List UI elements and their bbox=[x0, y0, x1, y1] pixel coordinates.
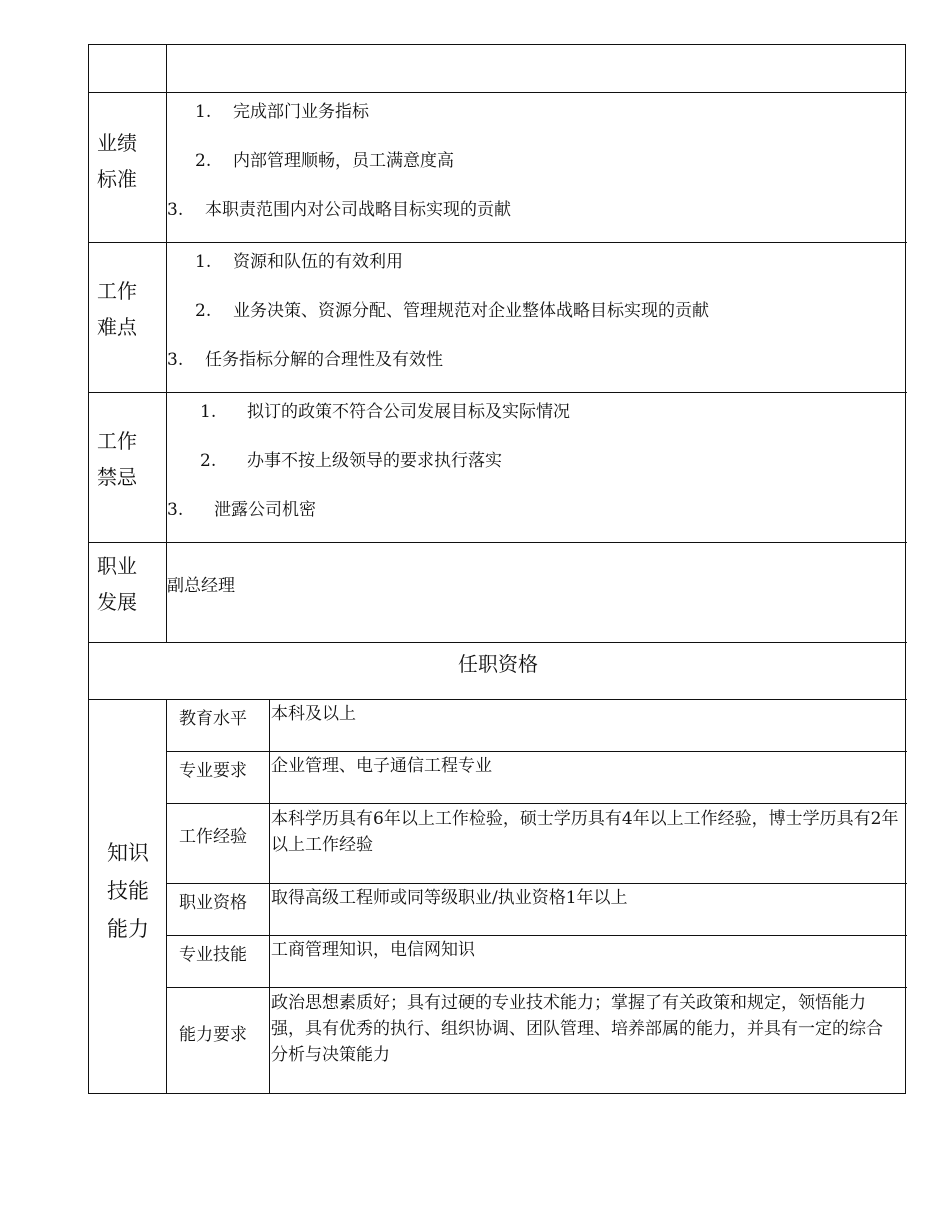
item-number: 3. bbox=[167, 350, 184, 370]
item-text: 任务指标分解的合理性及有效性 bbox=[205, 350, 443, 370]
item-text: 本职责范围内对公司战略目标实现的贡献 bbox=[205, 200, 511, 220]
career-value: 副总经理 bbox=[167, 576, 235, 596]
subrow-divider bbox=[166, 883, 907, 884]
item-number: 2. bbox=[195, 151, 212, 171]
skills-value: 工商管理知识，电信网知识 bbox=[271, 940, 475, 960]
item-text: 资源和队伍的有效利用 bbox=[233, 252, 403, 272]
ability-value: 政治思想素质好；具有过硬的专业技术能力；掌握了有关政策和规定，领悟能力强，具有优秀的执行、组织协调、团队管理、培养部属的能力，并具有一定的综合分析与决策能力 bbox=[271, 993, 883, 1065]
skills-label: 专业技能 bbox=[179, 945, 247, 965]
list-item bbox=[195, 97, 369, 122]
list-item bbox=[195, 296, 709, 321]
row-divider bbox=[89, 642, 907, 643]
taboo-label-line2: 禁忌 bbox=[97, 465, 137, 489]
performance-label-line1: 业绩 bbox=[97, 131, 137, 155]
item-text: 业务决策、资源分配、管理规范对企业整体战略目标实现的贡献 bbox=[233, 301, 709, 321]
list-item bbox=[200, 446, 502, 471]
subrow-divider bbox=[166, 803, 907, 804]
subrow-divider bbox=[166, 987, 907, 988]
certification-value: 取得高级工程师或同等级职业/执业资格1年以上 bbox=[271, 888, 628, 908]
performance-label-line2: 标准 bbox=[97, 167, 137, 191]
item-text: 办事不按上级领导的要求执行落实 bbox=[247, 451, 502, 471]
subrow-divider bbox=[166, 935, 907, 936]
list-item bbox=[195, 247, 403, 272]
list-item bbox=[167, 495, 316, 520]
item-text: 泄露公司机密 bbox=[214, 500, 316, 520]
item-text: 拟订的政策不符合公司发展目标及实际情况 bbox=[247, 402, 570, 422]
difficulty-label-line2: 难点 bbox=[97, 315, 137, 339]
row-divider bbox=[89, 699, 907, 700]
list-item bbox=[167, 345, 443, 370]
item-number: 3. bbox=[167, 200, 184, 220]
row-divider bbox=[89, 92, 907, 93]
education-label: 教育水平 bbox=[179, 709, 247, 729]
career-label bbox=[97, 548, 157, 620]
group-label-line2: 技能 bbox=[107, 879, 149, 903]
major-label: 专业要求 bbox=[179, 761, 247, 781]
qualification-title: 任职资格 bbox=[458, 652, 538, 676]
group-label-line3: 能力 bbox=[107, 917, 149, 941]
row-divider bbox=[89, 242, 907, 243]
item-text: 完成部门业务指标 bbox=[233, 102, 369, 122]
row-divider bbox=[89, 392, 907, 393]
major-value: 企业管理、电子通信工程专业 bbox=[271, 756, 492, 776]
item-number: 1. bbox=[195, 252, 212, 272]
item-number: 3. bbox=[167, 500, 184, 520]
list-item bbox=[195, 146, 454, 171]
taboo-label-line1: 工作 bbox=[97, 429, 137, 453]
item-number: 2. bbox=[200, 451, 217, 471]
column-divider bbox=[166, 45, 167, 642]
career-label-line2: 发展 bbox=[97, 590, 137, 614]
difficulty-label-line1: 工作 bbox=[97, 279, 137, 303]
experience-label: 工作经验 bbox=[179, 827, 247, 847]
education-value: 本科及以上 bbox=[271, 704, 356, 724]
certification-label: 职业资格 bbox=[179, 893, 247, 913]
subrow-divider bbox=[166, 751, 907, 752]
item-number: 2. bbox=[195, 301, 212, 321]
item-number: 1. bbox=[195, 102, 212, 122]
job-description-table bbox=[88, 44, 906, 1094]
ability-label: 能力要求 bbox=[179, 1025, 247, 1045]
list-item bbox=[200, 397, 570, 422]
row-divider bbox=[89, 542, 907, 543]
item-number: 1. bbox=[200, 402, 217, 422]
list-item bbox=[167, 195, 511, 220]
performance-label bbox=[97, 125, 157, 197]
career-label-line1: 职业 bbox=[97, 554, 137, 578]
qualification-group-label bbox=[107, 834, 157, 948]
column-divider bbox=[166, 699, 167, 1094]
group-label-line1: 知识 bbox=[107, 841, 149, 865]
experience-value: 本科学历具有6年以上工作检验，硕士学历具有4年以上工作经验，博士学历具有2年以上工作经验 bbox=[271, 809, 899, 855]
taboo-label bbox=[97, 423, 157, 495]
item-text: 内部管理顺畅，员工满意度高 bbox=[233, 151, 454, 171]
difficulty-label bbox=[97, 273, 157, 345]
